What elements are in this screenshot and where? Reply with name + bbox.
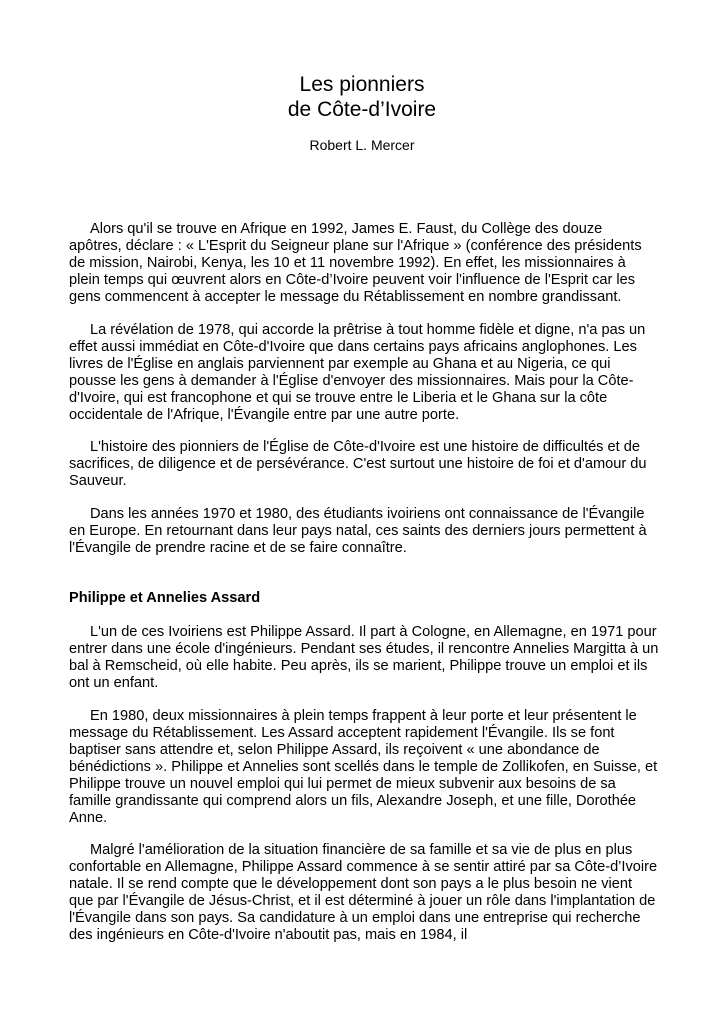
section-paragraph-2-block: [69, 708, 659, 827]
section-paragraph: En 1980, deux missionnaires à plein temps frappent à leur porte et leur présentent le message du Rétablissement. Les Assard acceptent rapidement l'Évangile. Ils se font baptiser sans attendre et, selon Philippe Assard, ils reçoivent « une abondance de bénédictions ». Philippe et Annelies sont scellés dans le temple de Zollikofen, en Suisse, et Philippe trouve un nouvel emploi qui lui permet de mieux subvenir aux besoins de sa famille grandissante qui comprend alors un fils, Alexandre Joseph, et une fille, Dorothée Anne.: [69, 708, 658, 826]
author-name: Robert L. Mercer: [309, 137, 415, 153]
intro-paragraph: Dans les années 1970 et 1980, des étudiants ivoiriens ont connaissance de l'Évangile en Europe. En retournant dans leur pays natal, ces saints des derniers jours permettent à l'Évangile de prendre racine et de se faire connaître.: [69, 506, 647, 556]
intro-paragraph-3-block: [69, 439, 659, 490]
intro-paragraph-4-block: [69, 506, 659, 557]
intro-paragraph: La révélation de 1978, qui accorde la prêtrise à tout homme fidèle et digne, n'a pas un effet aussi immédiat en Côte-d'Ivoire que dans certains pays africains anglophones. Les livres de l'Église en anglais parviennent par exemple au Ghana et au Nigeria, ce qui pousse les gens à demander à l'Église d'envoyer des missionnaires. Mais pour la Côte-d'Ivoire, qui est francophone et qui se trouve entre le Liberia et le Ghana sur la côte occidentale de l'Afrique, l'Évangile entre par une autre porte.: [69, 322, 646, 423]
section-paragraph: L'un de ces Ivoiriens est Philippe Assard. Il part à Cologne, en Allemagne, en 1971 pour entrer dans une école d'ingénieurs. Pendant ses études, il rencontre Annelies Margitta à un bal à Remscheid, où elle habite. Peu après, ils se marient, Philippe trouve un emploi et ils ont un enfant.: [69, 624, 659, 691]
intro-paragraph: L'histoire des pionniers de l'Église de Côte-d'Ivoire est une histoire de difficultés et de sacrifices, de diligence et de persévérance. C'est surtout une histoire de foi et d'amour du Sauveur.: [69, 439, 647, 489]
document-title-line-1: Les pionniers: [299, 73, 425, 96]
intro-paragraph-2-block: [69, 322, 659, 424]
document-title-line-2: de Côte-d’Ivoire: [287, 98, 437, 121]
section-heading: Philippe et Annelies Assard: [69, 590, 261, 606]
section-paragraph-1-block: [69, 624, 659, 692]
section-paragraph-3-block: [69, 842, 659, 944]
intro-paragraph: Alors qu'il se trouve en Afrique en 1992, James E. Faust, du Collège des douze apôtres, déclare : « L'Esprit du Seigneur plane sur l'Afrique » (conférence des présidents de mission, Nairobi, Kenya, les 10 et 11 novembre 1992). En effet, les missionnaires à plein temps qui œuvrent alors en Côte-d’Ivoire peuvent voir l'influence de l'Esprit car les gens commencent à accepter le message du Rétablissement en nombre grandissant.: [69, 221, 642, 305]
section-paragraph: Malgré l'amélioration de la situation financière de sa famille et sa vie de plus en plus confortable en Allemagne, Philippe Assard commence à se sentir attiré par sa Côte-d’Ivoire natale. Il se rend compte que le développement dont son pays a le plus besoin ne vient que par l'Évangile de Jésus-Christ, et il est déterminé à jouer un rôle dans l'implantation de l'Évangile dans son pays. Sa candidature à un emploi dans une entreprise qui recherche des ingénieurs en Côte-d'Ivoire n'aboutit pas, mais en 1984, il: [69, 842, 658, 943]
intro-paragraph-1-block: [69, 221, 659, 306]
